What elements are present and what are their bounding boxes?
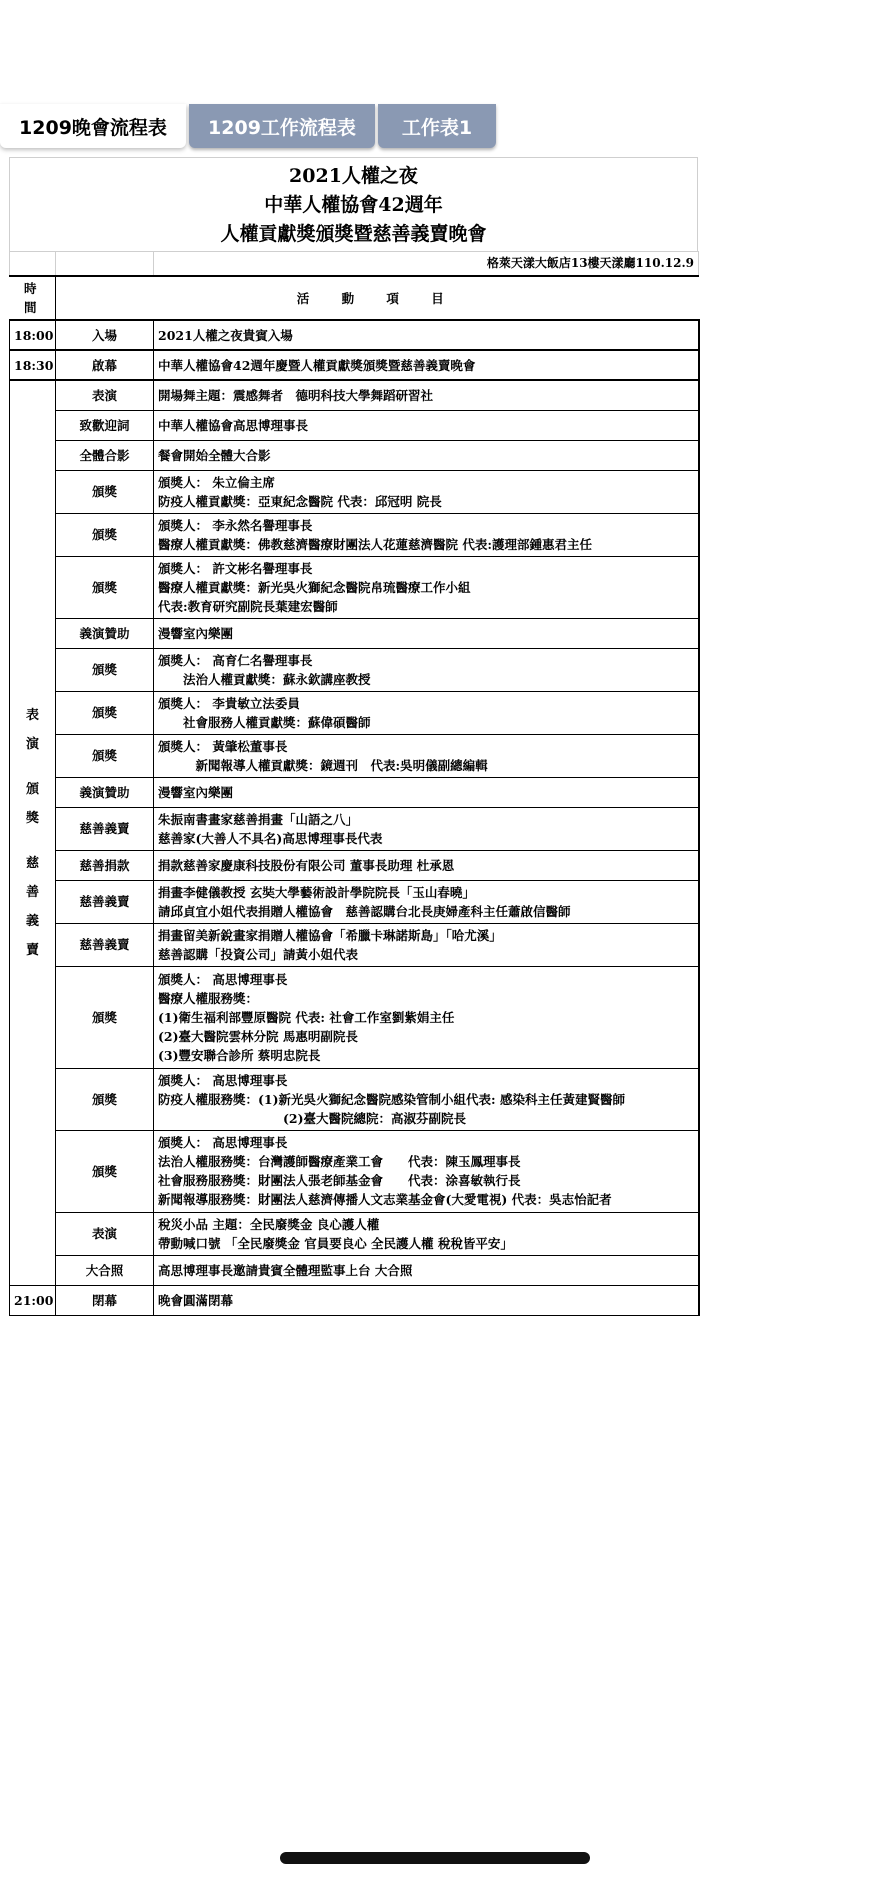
description-line: 慈善認購「投資公司」請黃小姐代表 — [158, 946, 359, 962]
schedule-row — [10, 513, 699, 556]
description-line: 開場舞主題：震感舞者 德明科技大學舞蹈研習社 — [158, 387, 434, 403]
description-cell — [154, 1255, 699, 1285]
time-cell: 18:30 — [10, 350, 56, 380]
description-line: (3)豐安聯合診所 蔡明忠院長 — [158, 1047, 321, 1063]
schedule-row — [10, 850, 699, 880]
description-line: 頒獎人： 朱立倫主席 — [158, 474, 275, 490]
description-line: 醫療人權貢獻獎：佛教慈濟醫療財團法人花蓮慈濟醫院 代表:護理部鍾惠君主任 — [158, 536, 592, 552]
description-line: 新聞報導服務獎：財團法人慈濟傳播人文志業基金會(大愛電視) 代表：吳志怡記者 — [158, 1192, 612, 1207]
section-label-char: 表 — [25, 707, 39, 723]
description-cell — [154, 1068, 699, 1130]
header-time: 時 間 — [10, 276, 56, 320]
title-line-3: 人權貢獻獎頒獎暨慈善義賣晚會 — [220, 223, 487, 245]
schedule-row — [10, 777, 699, 807]
schedule-row — [10, 320, 699, 350]
schedule-row — [10, 350, 699, 380]
description-cell — [154, 734, 699, 777]
description-line: 頒獎人： 李貴敏立法委員 — [158, 695, 300, 711]
item-cell: 全體合影 — [56, 440, 154, 470]
time-cell: 21:00 — [10, 1285, 56, 1315]
item-cell: 表演 — [56, 1212, 154, 1255]
description-line: 醫療人權服務獎： — [158, 990, 259, 1006]
title-block — [9, 157, 698, 251]
description-line: 社會服務服務獎：財團法人張老師基金會 代表：涂喜敏執行長 — [158, 1173, 521, 1188]
section-label-char: 義 — [25, 913, 39, 929]
sheet-tab-bar — [0, 104, 499, 148]
description-line: 捐畫李健儀教授 玄奘大學藝術設計學院院長「玉山春曉」 — [158, 884, 475, 900]
schedule-row — [10, 618, 699, 648]
item-cell: 大合照 — [56, 1255, 154, 1285]
description-line: 漫響室內樂團 — [158, 784, 234, 800]
description-cell — [154, 513, 699, 556]
location-row — [10, 252, 699, 277]
description-cell — [154, 1130, 699, 1212]
title-line-2: 中華人權協會42週年 — [264, 194, 443, 216]
description-line: 2021人權之夜貴賓入場 — [158, 327, 293, 343]
schedule-row — [10, 1212, 699, 1255]
section-label-cell — [10, 380, 56, 1285]
description-line: 高思博理事長邀請貴賓全體理監事上台 大合照 — [158, 1262, 413, 1278]
description-line: 頒獎人： 李永然名譽理事長 — [158, 517, 313, 533]
description-line: 慈善家(大善人不具名)高思博理事長代表 — [158, 830, 383, 846]
description-line: 中華人權協會42週年慶暨人權貢獻獎頒獎暨慈善義賣晚會 — [158, 357, 476, 373]
description-line: 頒獎人： 高思博理事長 — [158, 1135, 288, 1150]
item-cell: 致歡迎詞 — [56, 410, 154, 440]
empty-cell — [56, 252, 154, 277]
description-cell — [154, 470, 699, 513]
item-cell: 頒獎 — [56, 734, 154, 777]
venue-date: 格萊天漾大飯店13樓天漾廳110.12.9 — [154, 252, 699, 277]
header-row — [10, 276, 699, 320]
description-line: 朱振南書畫家慈善捐畫「山語之八」 — [158, 811, 359, 827]
item-cell: 閉幕 — [56, 1285, 154, 1315]
item-cell: 慈善義賣 — [56, 807, 154, 850]
item-cell: 入場 — [56, 320, 154, 350]
description-line: (1)衛生福利部豐原醫院 代表: 社會工作室劉紫娟主任 — [158, 1009, 455, 1025]
description-line: 防疫人權服務獎：(1)新光吳火獅紀念醫院感染管制小組代表: 感染科主任黃建賢醫師 — [158, 1091, 625, 1107]
spreadsheet-page — [9, 157, 698, 1316]
item-cell: 頒獎 — [56, 966, 154, 1068]
description-cell — [154, 966, 699, 1068]
tab-worksheet-1[interactable]: 工作表1 — [378, 104, 496, 148]
description-line: 頒獎人： 高思博理事長 — [158, 971, 288, 987]
description-cell — [154, 320, 699, 350]
schedule-row — [10, 691, 699, 734]
description-cell — [154, 850, 699, 880]
item-cell: 頒獎 — [56, 513, 154, 556]
item-cell: 義演贊助 — [56, 777, 154, 807]
description-cell — [154, 807, 699, 850]
description-cell — [154, 410, 699, 440]
item-cell: 表演 — [56, 380, 154, 410]
item-cell: 啟幕 — [56, 350, 154, 380]
description-cell — [154, 556, 699, 618]
schedule-row — [10, 1255, 699, 1285]
description-line: 捐畫留美新銳畫家捐贈人權協會「希臘卡琳諾斯島」「哈尤溪」 — [158, 927, 502, 943]
schedule-row — [10, 1285, 699, 1315]
description-line: (2)臺大醫院總院：高淑芬副院長 — [158, 1110, 467, 1126]
description-line: 捐款慈善家慶康科技股份有限公司 董事長助理 杜承恩 — [158, 857, 455, 873]
description-line: 帶動喊口號 「全民廢獎金 官員要良心 全民護人權 稅稅皆平安」 — [158, 1235, 513, 1251]
description-line: 頒獎人： 黃肇松董事長 — [158, 738, 288, 754]
schedule-row — [10, 440, 699, 470]
description-cell — [154, 691, 699, 734]
description-line: 餐會開始全體大合影 — [158, 447, 271, 463]
schedule-table — [9, 251, 700, 1316]
description-cell — [154, 777, 699, 807]
schedule-row — [10, 1068, 699, 1130]
schedule-row — [10, 807, 699, 850]
description-line: 頒獎人： 許文彬名譽理事長 — [158, 560, 313, 576]
item-cell: 頒獎 — [56, 470, 154, 513]
schedule-row — [10, 410, 699, 440]
item-cell: 頒獎 — [56, 1068, 154, 1130]
title-line-1: 2021人權之夜 — [289, 165, 418, 187]
section-label-char: 善 — [25, 884, 39, 900]
description-line: 醫療人權貢獻獎：新光吳火獅紀念醫院帛琉醫療工作小組 — [158, 579, 471, 595]
schedule-row — [10, 380, 699, 410]
empty-cell — [10, 252, 56, 277]
description-cell — [154, 618, 699, 648]
section-label-char: 頒 — [25, 781, 39, 797]
description-line: 稅災小品 主題：全民廢獎金 良心護人權 — [158, 1216, 380, 1232]
description-line: 頒獎人： 高思博理事長 — [158, 1072, 288, 1088]
item-cell: 義演贊助 — [56, 618, 154, 648]
schedule-row — [10, 556, 699, 618]
description-line: 防疫人權貢獻獎：亞東紀念醫院 代表：邱冠明 院長 — [158, 493, 442, 509]
item-cell: 頒獎 — [56, 556, 154, 618]
description-line: 請邱貞宜小姐代表捐贈人權協會 慈善認購台北長庚婦產科主任蕭啟信醫師 — [158, 903, 571, 919]
header-activity: 活 動 項 目 — [56, 276, 699, 320]
item-cell: 頒獎 — [56, 648, 154, 691]
item-cell: 慈善義賣 — [56, 923, 154, 966]
description-cell — [154, 1212, 699, 1255]
item-cell: 頒獎 — [56, 691, 154, 734]
description-cell — [154, 923, 699, 966]
description-line: 代表:教育研究副院長葉建宏醫師 — [158, 598, 338, 614]
description-cell — [154, 648, 699, 691]
description-cell — [154, 350, 699, 380]
description-cell — [154, 1285, 699, 1315]
item-cell: 慈善捐款 — [56, 850, 154, 880]
schedule-row — [10, 966, 699, 1068]
item-cell: 慈善義賣 — [56, 880, 154, 923]
schedule-row — [10, 880, 699, 923]
description-line: 社會服務人權貢獻獎：蘇偉碩醫師 — [158, 714, 371, 730]
tab-1209-evening-schedule[interactable]: 1209晚會流程表 — [0, 104, 186, 148]
description-line: 法治人權服務獎：台灣護師醫療產業工會 代表：陳玉鳳理事長 — [158, 1154, 521, 1169]
section-label-char: 賣 — [25, 942, 39, 958]
tab-1209-work-schedule[interactable]: 1209工作流程表 — [189, 104, 375, 148]
description-cell — [154, 880, 699, 923]
description-line: 中華人權協會高思博理事長 — [158, 417, 309, 433]
description-line: 漫響室內樂團 — [158, 625, 234, 641]
description-line: 頒獎人： 高育仁名譽理事長 — [158, 652, 313, 668]
time-cell: 18:00 — [10, 320, 56, 350]
description-line: (2)臺大醫院雲林分院 馬惠明副院長 — [158, 1028, 358, 1044]
schedule-row — [10, 1130, 699, 1212]
schedule-row — [10, 923, 699, 966]
home-indicator[interactable] — [280, 1852, 590, 1864]
section-label-char: 演 — [25, 736, 39, 752]
section-label-char: 獎 — [25, 810, 39, 826]
schedule-row — [10, 648, 699, 691]
schedule-row — [10, 470, 699, 513]
description-cell — [154, 380, 699, 410]
description-line: 新聞報導人權貢獻獎：鏡週刊 代表:吳明儀副總編輯 — [158, 757, 488, 773]
description-line: 晚會圓滿閉幕 — [158, 1292, 234, 1308]
section-label-char: 慈 — [25, 855, 39, 871]
item-cell: 頒獎 — [56, 1130, 154, 1212]
schedule-row — [10, 734, 699, 777]
description-line: 法治人權貢獻獎：蘇永欽講座教授 — [158, 671, 371, 687]
description-cell — [154, 440, 699, 470]
